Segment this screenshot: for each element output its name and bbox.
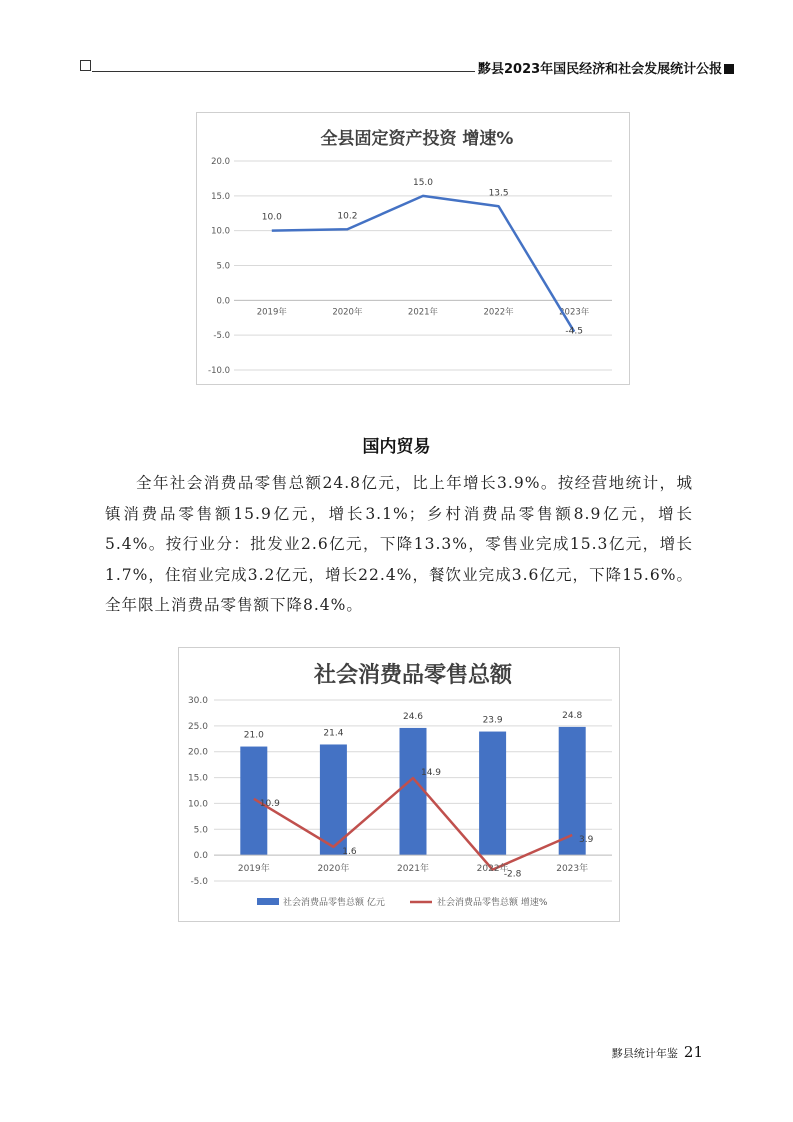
bar-label: 24.8 <box>562 710 583 721</box>
bar <box>400 728 427 855</box>
x-tick-label: 2022年 <box>483 307 514 318</box>
black-square-icon <box>724 64 734 74</box>
y-tick-label: 10.0 <box>187 799 208 810</box>
y-tick-label: -5.0 <box>213 331 230 342</box>
paragraph-text: 全年社会消费品零售总额24.8亿元，比上年增长3.9%。按经营地统计，城镇消费品零售额15.9亿元，增长3.1%；乡村消费品零售额8.9亿元，增长5.4%。按行业分：批发业2.6亿元，下降13.3%，零售业完成15.3亿元，增长1.7%，住宿业完成3.2亿元，增长22.4%，餐饮业完成3.6亿元，下降15.6%。全年限上消费品零售额下降8.4%。 <box>105 474 693 614</box>
page-footer <box>612 1043 703 1061</box>
legend-bar-swatch <box>257 898 279 905</box>
data-label: -4.5 <box>565 326 583 337</box>
bar-label: 23.9 <box>482 715 503 726</box>
data-label: 10.0 <box>261 212 282 223</box>
line-label: 3.9 <box>579 834 594 845</box>
x-tick-label: 2021年 <box>407 307 439 318</box>
line-label: 14.9 <box>420 768 442 779</box>
y-tick-label: 15.0 <box>187 773 208 784</box>
data-label: 10.2 <box>337 211 358 222</box>
y-tick-label: 20.0 <box>211 157 230 167</box>
line-label: 1.6 <box>342 846 357 857</box>
y-tick-label: -10.0 <box>208 366 230 376</box>
y-tick-label: 20.0 <box>187 747 208 758</box>
header-title <box>478 58 734 77</box>
retail-sales-chart <box>178 647 620 922</box>
x-tick-label: 2021年 <box>397 864 429 875</box>
y-tick-label: 5.0 <box>193 825 208 836</box>
investment-growth-chart <box>196 112 630 385</box>
y-tick-label: 15.0 <box>211 191 230 202</box>
y-tick-label: 10.0 <box>211 226 230 237</box>
x-tick-label: 2020年 <box>332 307 363 318</box>
legend-bar-label: 社会消费品零售总额 亿元 <box>283 898 385 908</box>
y-tick-label: -5.0 <box>190 877 208 887</box>
y-tick-label: 25.0 <box>187 721 208 732</box>
header-title-text: 黟县2023年国民经济和社会发展统计公报 <box>478 62 723 77</box>
legend-line-label: 社会消费品零售总额 增速% <box>437 898 548 908</box>
y-tick-label: 0.0 <box>216 296 230 307</box>
y-tick-label: 5.0 <box>216 261 230 272</box>
footer-label: 黟县统计年鉴 <box>611 1047 678 1060</box>
x-tick-label: 2023年 <box>556 864 589 875</box>
investment-growth-chart-svg <box>197 113 629 384</box>
line-label: -2.8 <box>503 869 522 880</box>
bar <box>479 732 506 856</box>
chart-title: 全县固定资产投资 增速% <box>320 129 514 149</box>
chart-title: 社会消费品零售总额 <box>313 663 513 688</box>
section-title: 国内贸易 <box>362 437 431 457</box>
data-label: 13.5 <box>488 188 509 199</box>
bar-label: 24.6 <box>402 711 424 722</box>
y-tick-label: 0.0 <box>193 851 208 862</box>
line-label: 10.9 <box>259 798 280 809</box>
y-tick-label: 30.0 <box>187 696 208 706</box>
x-tick-label: 2020年 <box>317 864 350 875</box>
x-tick-label: 2019年 <box>256 307 287 318</box>
x-tick-label: 2019年 <box>237 864 270 875</box>
header-rule <box>92 71 475 72</box>
page-number: 21 <box>683 1043 703 1061</box>
data-label: 15.0 <box>412 177 434 188</box>
retail-sales-chart-svg <box>179 648 619 921</box>
body-paragraph <box>105 468 693 621</box>
x-tick-label: 2023年 <box>559 307 590 318</box>
header-box-icon <box>80 60 91 71</box>
bar-label: 21.4 <box>323 728 344 739</box>
bar-label: 21.0 <box>243 730 264 741</box>
x-tick-label: 2022年 <box>476 864 509 875</box>
